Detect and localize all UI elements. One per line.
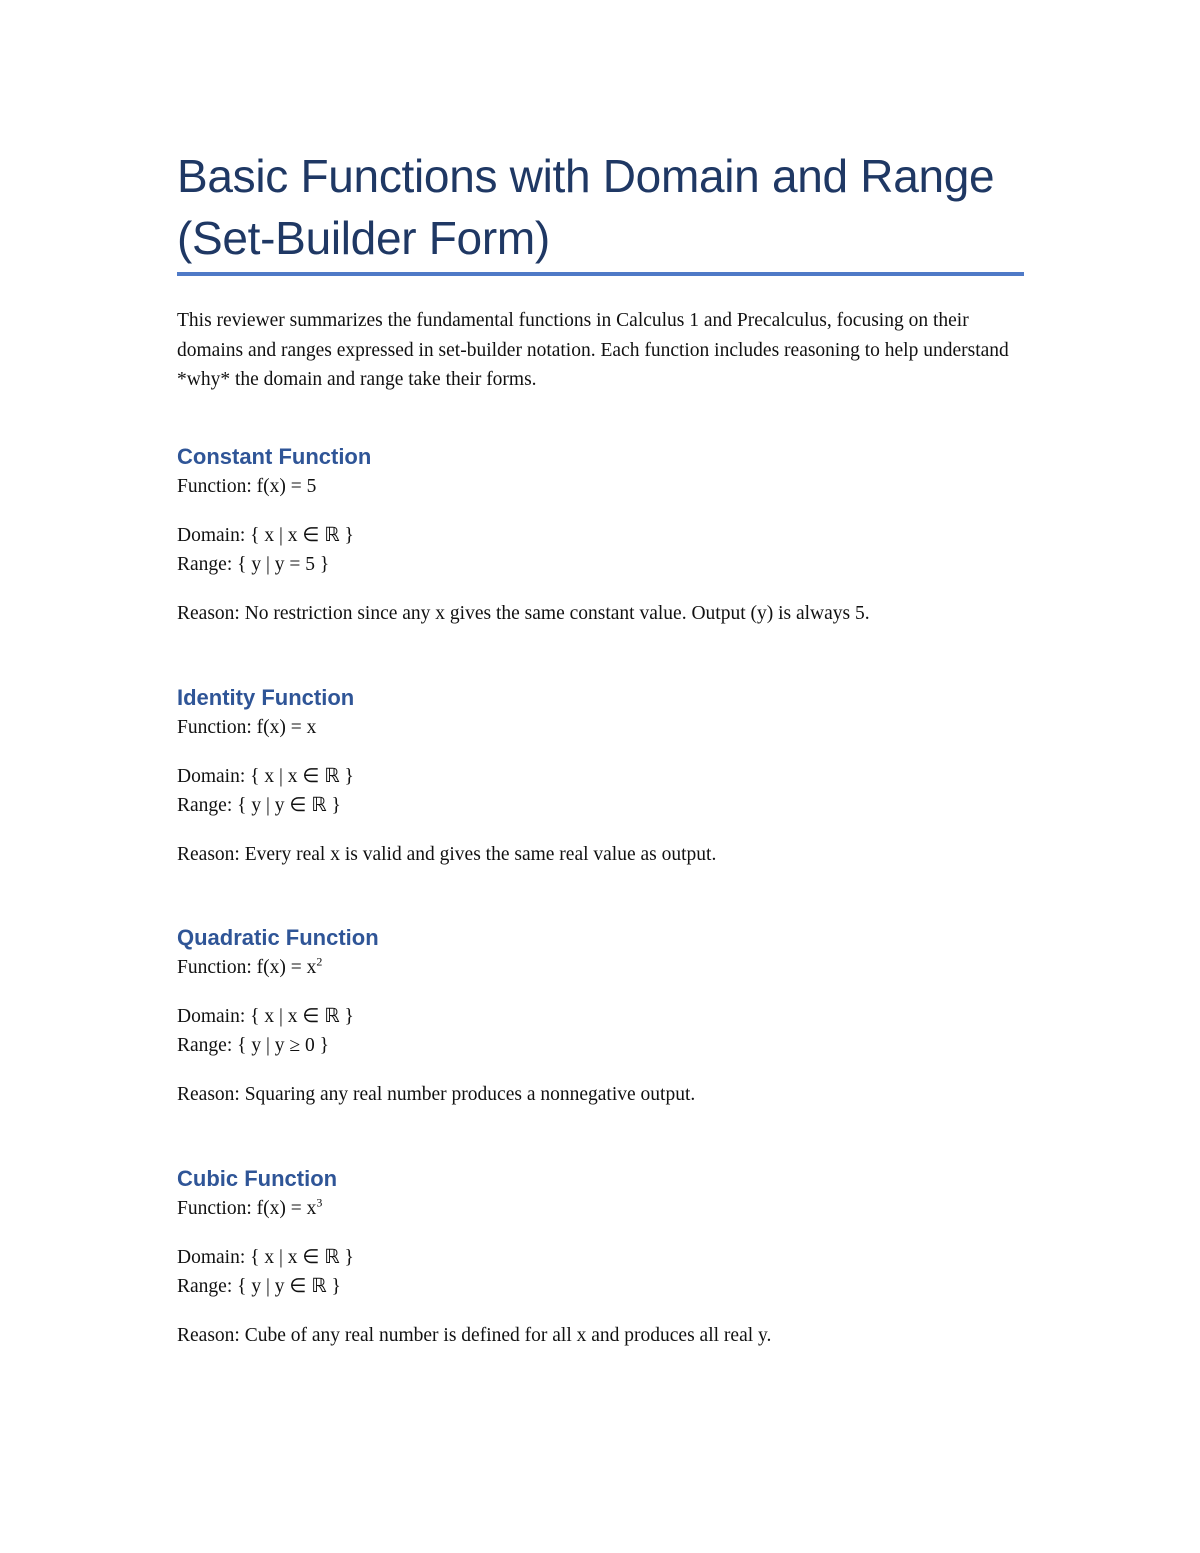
- reason-line: Reason: Every real x is valid and gives the same real value as output.: [177, 843, 717, 865]
- section-identity-function: [177, 683, 1025, 869]
- function-exponent: 2: [316, 954, 323, 969]
- range-line: Range: { y | y ∈ ℝ }: [177, 1276, 341, 1297]
- range-line: Range: { y | y ∈ ℝ }: [177, 795, 341, 816]
- function-line: Function: f(x) = x: [177, 717, 317, 738]
- section-heading: Constant Function: [177, 444, 372, 469]
- function-exponent: 3: [316, 1195, 323, 1210]
- section-heading: Identity Function: [177, 685, 355, 710]
- domain-line: Domain: { x | x ∈ ℝ }: [177, 1246, 354, 1268]
- section-heading: Cubic Function: [177, 1166, 338, 1191]
- range-line: Range: { y | y = 5 }: [177, 554, 330, 575]
- section-cubic-function: [177, 1164, 1025, 1350]
- title-divider: [177, 272, 1024, 276]
- reason-line: Reason: Cube of any real number is defined for all x and produces all real y.: [177, 1324, 772, 1346]
- intro-paragraph: This reviewer summarizes the fundamental functions in Calculus 1 and Precalculus, focusing on their domains and ranges expressed in set-builder notation. Each function includes reasoning to help understand *why* the domain and range take their forms.: [177, 310, 1009, 390]
- domain-line: Domain: { x | x ∈ ℝ }: [177, 765, 354, 787]
- section-quadratic-function: [177, 923, 1025, 1109]
- reason-line: Reason: No restriction since any x gives the same constant value. Output (y) is always 5.: [177, 602, 870, 624]
- domain-line: Domain: { x | x ∈ ℝ }: [177, 524, 354, 546]
- function-line: Function: f(x) = 5: [177, 476, 317, 497]
- domain-line: Domain: { x | x ∈ ℝ }: [177, 1005, 354, 1027]
- function-line: Function: $f(x) = x^2$: [177, 954, 323, 978]
- section-constant-function: [177, 442, 1025, 628]
- function-line: Function: $f(x) = x^3$: [177, 1195, 323, 1219]
- section-heading: Quadratic Function: [177, 925, 379, 950]
- document-title: Basic Functions with Domain and Range (Set-Builder Form): [177, 150, 995, 264]
- range-line: Range: { y | y ≥ 0 }: [177, 1035, 329, 1056]
- reason-line: Reason: Squaring any real number produces a nonnegative output.: [177, 1083, 696, 1105]
